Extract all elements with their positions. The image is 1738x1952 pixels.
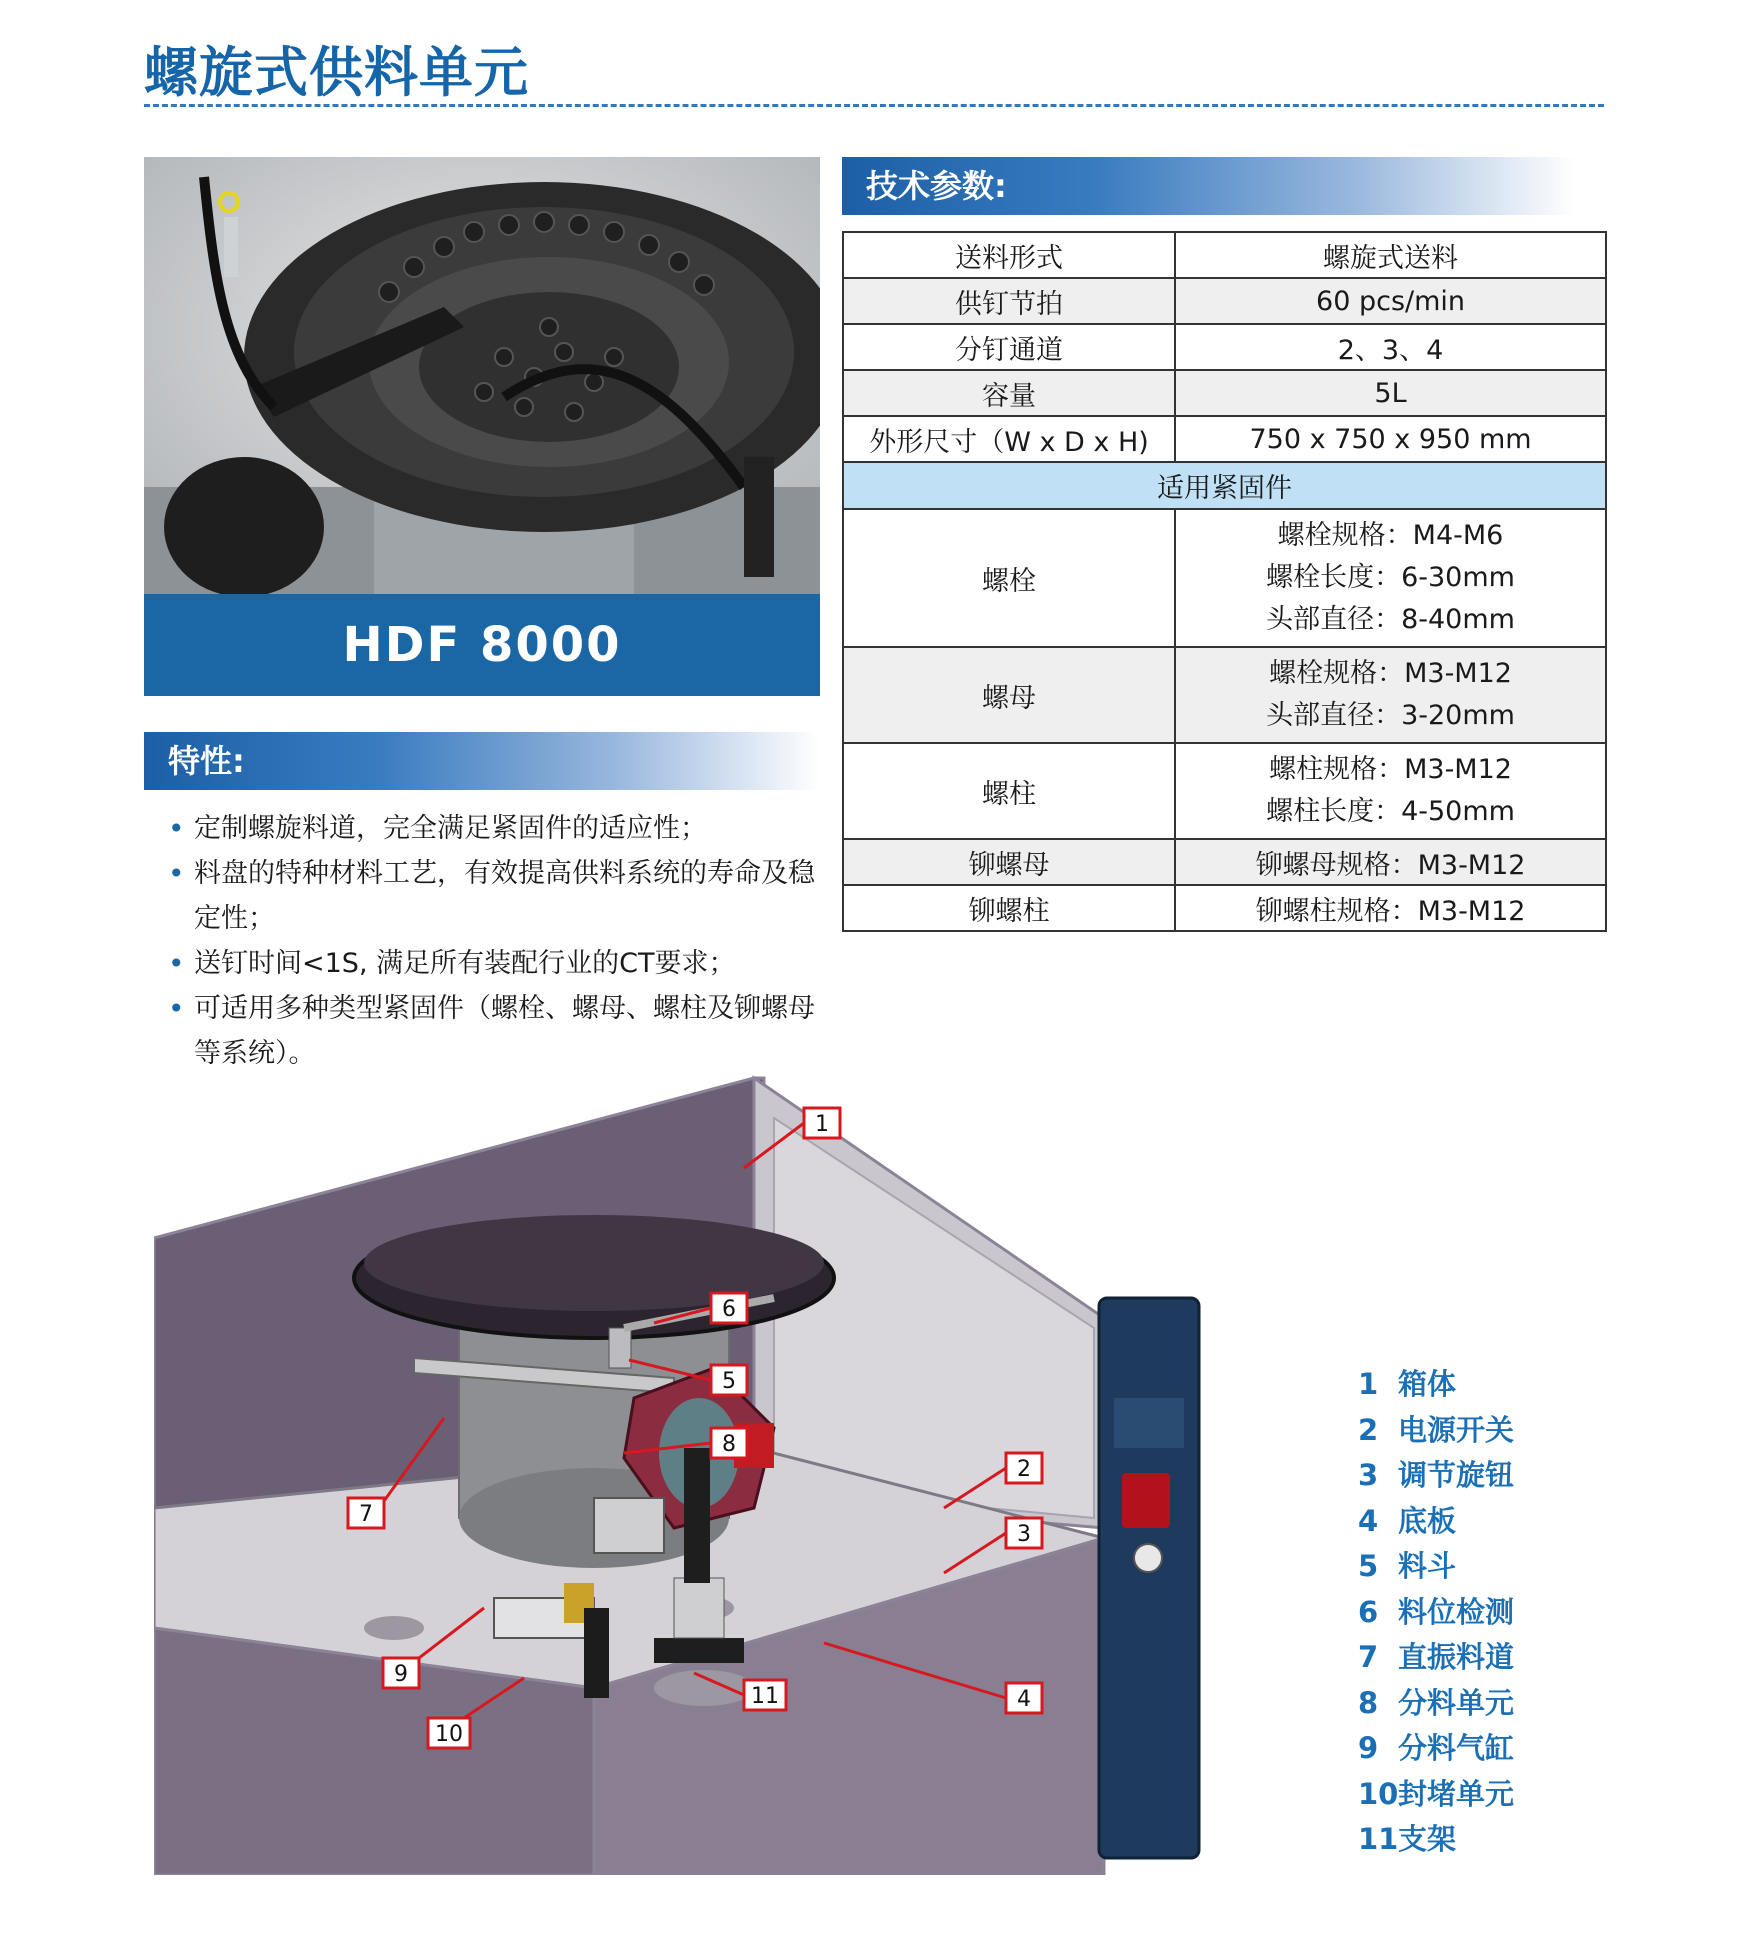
fastener-value: 铆螺柱规格：M3-M12 bbox=[1175, 885, 1606, 931]
table-row bbox=[843, 647, 1606, 743]
callout-8: 8 bbox=[722, 1432, 736, 1457]
legend-num: 2 bbox=[1358, 1412, 1379, 1447]
legend-label: 封堵单元 bbox=[1398, 1776, 1515, 1811]
callout-1: 1 bbox=[815, 1112, 829, 1137]
table-row bbox=[843, 839, 1606, 885]
door-panel bbox=[774, 1118, 1094, 1518]
list-item: • 送钉时间<1S, 满足所有装配行业的CT要求； bbox=[168, 941, 828, 986]
spec-label: 容量 bbox=[843, 370, 1175, 416]
legend-item bbox=[1358, 1817, 1514, 1863]
legend-num: 1 bbox=[1358, 1367, 1379, 1401]
callout-6: 6 bbox=[722, 1297, 736, 1322]
callout-4: 4 bbox=[1017, 1687, 1031, 1712]
legend-item bbox=[1358, 1362, 1514, 1408]
indicator-box bbox=[1114, 1398, 1184, 1448]
legend-label: 箱体 bbox=[1398, 1367, 1457, 1401]
fastener-label: 铆螺母 bbox=[843, 839, 1175, 885]
fastener-header-row bbox=[843, 462, 1606, 509]
legend-num: 3 bbox=[1358, 1458, 1379, 1492]
table-row bbox=[843, 743, 1606, 839]
legend-item bbox=[1358, 1408, 1514, 1454]
machine-diagram bbox=[154, 1068, 1214, 1875]
fastener-label: 铆螺柱 bbox=[843, 885, 1175, 931]
legend-item bbox=[1358, 1681, 1514, 1727]
table-row bbox=[843, 370, 1606, 416]
table-row bbox=[843, 509, 1606, 647]
legend-item bbox=[1358, 1544, 1514, 1590]
separation-cylinder bbox=[594, 1498, 664, 1553]
fastener-label: 螺母 bbox=[843, 647, 1175, 743]
fastener-values bbox=[1175, 509, 1606, 647]
fastener-values bbox=[1175, 743, 1606, 839]
list-item: • 料盘的特种材料工艺，有效提高供料系统的寿命及稳定性； bbox=[168, 851, 828, 941]
spec-value: 2、3、4 bbox=[1175, 324, 1606, 370]
table-row bbox=[843, 885, 1606, 931]
callout-10: 10 bbox=[435, 1722, 463, 1747]
table-row bbox=[843, 416, 1606, 462]
legend-item bbox=[1358, 1590, 1514, 1636]
fastener-values bbox=[1175, 647, 1606, 743]
spec-label: 供钉节拍 bbox=[843, 278, 1175, 324]
bracket-base bbox=[654, 1638, 744, 1663]
spec-value: 750 x 750 x 950 mm bbox=[1175, 416, 1606, 462]
plate-hole bbox=[654, 1670, 754, 1706]
tech-params-heading: 技术参数: bbox=[842, 157, 1575, 215]
legend-item bbox=[1358, 1453, 1514, 1499]
callout-2: 2 bbox=[1017, 1457, 1031, 1482]
control-panel bbox=[1099, 1298, 1199, 1858]
product-photo bbox=[144, 157, 820, 594]
fastener-value: 螺栓规格：M3-M12 bbox=[1269, 658, 1512, 689]
spec-value: 60 pcs/min bbox=[1175, 278, 1606, 324]
fastener-header: 适用紧固件 bbox=[843, 462, 1606, 509]
legend-num: 10 bbox=[1358, 1776, 1399, 1811]
table-row bbox=[843, 232, 1606, 278]
fastener-value: 螺栓规格：M4-M6 bbox=[1277, 520, 1504, 551]
legend-num: 9 bbox=[1358, 1731, 1379, 1765]
hopper-top bbox=[364, 1215, 824, 1311]
table-row bbox=[843, 324, 1606, 370]
power-switch bbox=[1122, 1473, 1170, 1528]
list-item: • 可适用多种类型紧固件（螺栓、螺母、螺柱及铆螺母等系统）。 bbox=[168, 986, 828, 1076]
legend-num: 11 bbox=[1358, 1822, 1399, 1856]
legend-item bbox=[1358, 1635, 1514, 1681]
fastener-label: 螺栓 bbox=[843, 509, 1175, 647]
features-list bbox=[168, 806, 828, 1076]
bracket-clamp bbox=[674, 1578, 724, 1638]
legend-label: 调节旋钮 bbox=[1398, 1458, 1515, 1492]
blocking-plate bbox=[584, 1608, 609, 1698]
callout-5: 5 bbox=[722, 1369, 736, 1394]
legend-label: 料斗 bbox=[1398, 1549, 1457, 1583]
legend-label: 分料气缸 bbox=[1398, 1731, 1515, 1765]
plate-hole bbox=[364, 1616, 424, 1640]
features-heading: 特性: bbox=[144, 732, 820, 790]
legend-label: 直振料道 bbox=[1398, 1640, 1515, 1674]
callout-11: 11 bbox=[751, 1684, 779, 1709]
page-title: 螺旋式供料单元 bbox=[144, 41, 529, 104]
legend-label: 底板 bbox=[1398, 1503, 1457, 1538]
spec-value: 螺旋式送料 bbox=[1175, 232, 1606, 278]
callout-9: 9 bbox=[394, 1662, 408, 1687]
legend-item bbox=[1358, 1499, 1514, 1545]
spec-table bbox=[842, 231, 1607, 932]
legend-label: 分料单元 bbox=[1398, 1685, 1515, 1720]
fastener-value: 螺柱规格：M3-M12 bbox=[1269, 754, 1512, 785]
legend-label: 支架 bbox=[1398, 1822, 1457, 1856]
legend-num: 5 bbox=[1358, 1549, 1379, 1583]
legend-label: 料位检测 bbox=[1398, 1594, 1515, 1629]
fastener-value: 螺柱长度：4-50mm bbox=[1266, 796, 1515, 827]
level-sensor bbox=[609, 1328, 631, 1368]
fastener-value: 螺栓长度：6-30mm bbox=[1266, 562, 1515, 593]
callout-7: 7 bbox=[359, 1502, 373, 1527]
fastener-value: 头部直径：8-40mm bbox=[1266, 604, 1515, 635]
title-divider bbox=[144, 104, 1604, 107]
table-row bbox=[843, 278, 1606, 324]
spec-label: 外形尺寸（W x D x H) bbox=[843, 416, 1175, 462]
legend-item bbox=[1358, 1726, 1514, 1772]
parts-legend bbox=[1358, 1362, 1514, 1863]
legend-num: 8 bbox=[1358, 1685, 1379, 1720]
callout-3: 3 bbox=[1017, 1522, 1031, 1547]
legend-num: 7 bbox=[1358, 1640, 1379, 1674]
spec-label: 送料形式 bbox=[843, 232, 1175, 278]
list-item: • 定制螺旋料道，完全满足紧固件的适应性； bbox=[168, 806, 828, 851]
model-banner: HDF 8000 bbox=[144, 594, 820, 696]
spec-value: 5L bbox=[1175, 370, 1606, 416]
spec-label: 分钉通道 bbox=[843, 324, 1175, 370]
fastener-value: 铆螺母规格：M3-M12 bbox=[1175, 839, 1606, 885]
feeder-bowl-image bbox=[144, 157, 820, 594]
legend-label: 电源开关 bbox=[1398, 1412, 1515, 1447]
legend-num: 4 bbox=[1358, 1503, 1379, 1538]
bracket-post bbox=[684, 1448, 710, 1583]
adjust-knob bbox=[1134, 1544, 1162, 1572]
legend-num: 6 bbox=[1358, 1594, 1379, 1629]
legend-item bbox=[1358, 1772, 1514, 1818]
fastener-value: 头部直径：3-20mm bbox=[1266, 700, 1515, 731]
fastener-label: 螺柱 bbox=[843, 743, 1175, 839]
